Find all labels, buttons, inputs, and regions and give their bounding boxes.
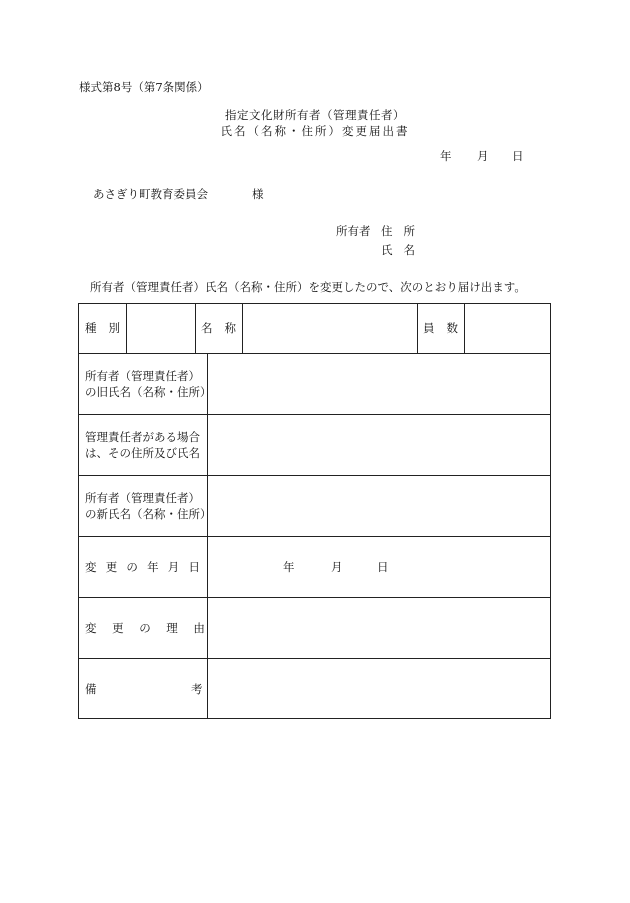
change-date-year: 年 bbox=[283, 560, 295, 574]
new-name-label-line2: の新氏名（名称・住所） bbox=[85, 507, 212, 521]
change-report-table bbox=[78, 303, 551, 719]
count-label: 員数 bbox=[423, 321, 470, 335]
kind-label: 種別 bbox=[85, 321, 132, 335]
statement-text: 所有者（管理責任者）氏名（名称・住所）を変更したので、次のとおり届け出ます。 bbox=[90, 280, 526, 294]
address-label: 住所 bbox=[381, 224, 426, 238]
manager-label-line1: 管理責任者がある場合 bbox=[85, 430, 200, 444]
recipient-name: あさぎり町教育委員会 bbox=[93, 187, 208, 201]
row-divider bbox=[79, 414, 550, 415]
old-name-label-line1: 所有者（管理責任者） bbox=[85, 369, 200, 383]
remarks-label-left: 備 bbox=[85, 682, 97, 696]
label-column-divider bbox=[207, 353, 208, 719]
row-divider bbox=[79, 536, 550, 537]
row-divider bbox=[79, 475, 550, 476]
name-of-property-label: 名称 bbox=[201, 321, 248, 335]
date-year-label: 年 bbox=[440, 149, 452, 163]
change-date-month: 月 bbox=[331, 560, 343, 574]
owner-label: 所有者 bbox=[336, 224, 371, 238]
change-reason-label: 変更の理由 bbox=[85, 621, 221, 635]
recipient-honorific: 様 bbox=[252, 187, 264, 201]
col-divider bbox=[417, 304, 418, 353]
row-divider bbox=[79, 658, 550, 659]
row-divider bbox=[79, 353, 550, 354]
date-month-label: 月 bbox=[477, 149, 489, 163]
remarks-label-right: 考 bbox=[191, 682, 203, 696]
row-divider bbox=[79, 597, 550, 598]
form-number: 様式第8号（第7条関係） bbox=[79, 80, 209, 94]
manager-label-line2: は、その住所及び氏名 bbox=[85, 446, 200, 460]
col-divider bbox=[195, 304, 196, 353]
new-name-label-line1: 所有者（管理責任者） bbox=[85, 491, 200, 505]
document-title-line1: 指定文化財所有者（管理責任者） bbox=[225, 108, 405, 122]
name-label: 氏名 bbox=[381, 243, 426, 257]
document-title-line2: 氏名（名称・住所）変更届出書 bbox=[220, 124, 410, 138]
old-name-label-line2: の旧氏名（名称・住所） bbox=[85, 385, 212, 399]
change-date-day: 日 bbox=[377, 560, 389, 574]
date-day-label: 日 bbox=[512, 149, 524, 163]
change-date-label: 変更の年月日 bbox=[85, 560, 210, 574]
